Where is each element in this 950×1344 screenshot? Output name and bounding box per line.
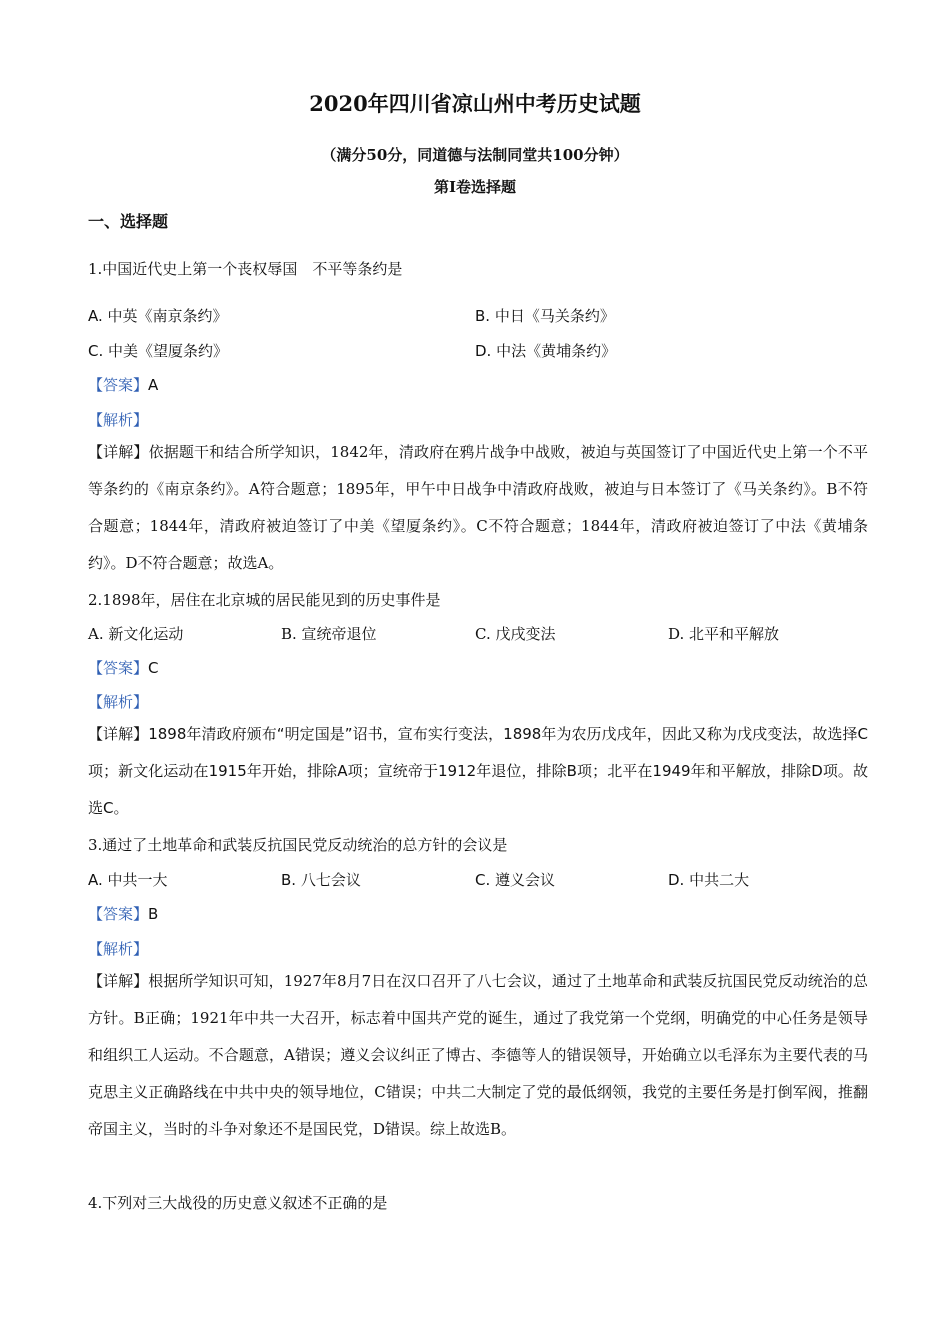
q1-option-a: A. 中英《南京条约》 [88,307,228,325]
q1-answer [88,375,158,395]
page-title: 2020年四川省凉山州中考历史试题 [309,91,641,116]
answer-tag: 【答案】 [88,376,149,394]
detail-text: 1898年清政府颁布“明定国是”诏书，宣布实行变法，1898年为农历戊戌年，因此又称为戊戌变法，故选择C项；新文化运动在1915年开始，排除A项；宣统帝于1912年退位，排除B项；北平在1949年和平解放，排除D项。故选C。 [88,725,868,817]
q3-option-b: B. 八七会议 [281,871,361,889]
exam-subtitle: （满分50分，同道德与法制同堂共100分钟） [321,146,629,164]
question-1-stem: 1.中国近代史上第一个丧权辱国 不平等条约是 [88,260,403,278]
q3-answer [88,904,158,924]
q3-analysis-tag: 【解析】 [88,940,149,958]
q2-answer [88,658,159,678]
volume-title: 第Ⅰ卷选择题 [433,178,517,196]
q1-option-d: D. 中法《黄埔条约》 [475,342,617,360]
detail-text: 依据题干和结合所学知识，1842年，清政府在鸦片战争中战败，被迫与英国签订了中国近代史上第一个不平等条约的《南京条约》。A符合题意；1895年，甲午中日战争中清政府战败，被迫与日本签订了《马关条约》。B不符合题意；1844年，清政府被迫签订了中美《望厦条约》。C不符合题意；1844年，清政府被迫签订了中法《黄埔条约》。D不符合题意；故选A。 [88,443,868,572]
q3-option-d: D. 中共二大 [668,871,750,889]
q2-option-d: D. 北平和平解放 [668,625,780,643]
q1-option-b: B. 中日《马关条约》 [475,307,615,325]
answer-value: A [148,376,159,394]
detail-text: 根据所学知识可知，1927年8月7日在汉口召开了八七会议，通过了土地革命和武装反抗国民党反动统治的总方针。B正确；1921年中共一大召开，标志着中国共产党的诞生，通过了我党第一个党纲，明确党的中心任务是领导和组织工人运动。不合题意，A错误；遵义会议纠正了博古、李德等人的错误领导，开始确立以毛泽东为主要代表的马克思主义正确路线在中共中央的领导地位，C错误；中共二大制定了党的最低纲领，我党的主要任务是打倒军阀，推翻帝国主义，当时的斗争对象还不是国民党，D错误。综上故选B。 [88,972,868,1138]
answer-value: C [148,659,159,677]
q3-option-c: C. 遵义会议 [475,871,556,889]
section-heading: 一、选择题 [88,212,169,231]
answer-tag: 【答案】 [88,905,149,923]
question-3-stem: 3.通过了土地革命和武装反抗国民党反动统治的总方针的会议是 [88,836,508,854]
q2-option-a: A. 新文化运动 [88,625,184,643]
question-4-stem: 4.下列对三大战役的历史意义叙述不正确的是 [88,1194,388,1212]
q1-detail [88,434,868,582]
q2-option-b: B. 宣统帝退位 [281,625,377,643]
q1-option-c: C. 中美《望厦条约》 [88,342,229,360]
question-2-stem: 2.1898年，居住在北京城的居民能见到的历史事件是 [88,591,441,609]
q3-option-a: A. 中共一大 [88,871,168,889]
answer-value: B [148,905,159,923]
detail-tag: 【详解】 [88,443,149,461]
detail-tag: 【详解】 [88,972,149,990]
q3-detail [88,963,868,1148]
q1-analysis-tag: 【解析】 [88,411,149,429]
q2-analysis-tag: 【解析】 [88,693,149,711]
q2-detail [88,716,868,827]
detail-tag: 【详解】 [88,725,149,743]
q2-option-c: C. 戊戌变法 [475,625,556,643]
answer-tag: 【答案】 [88,659,149,677]
